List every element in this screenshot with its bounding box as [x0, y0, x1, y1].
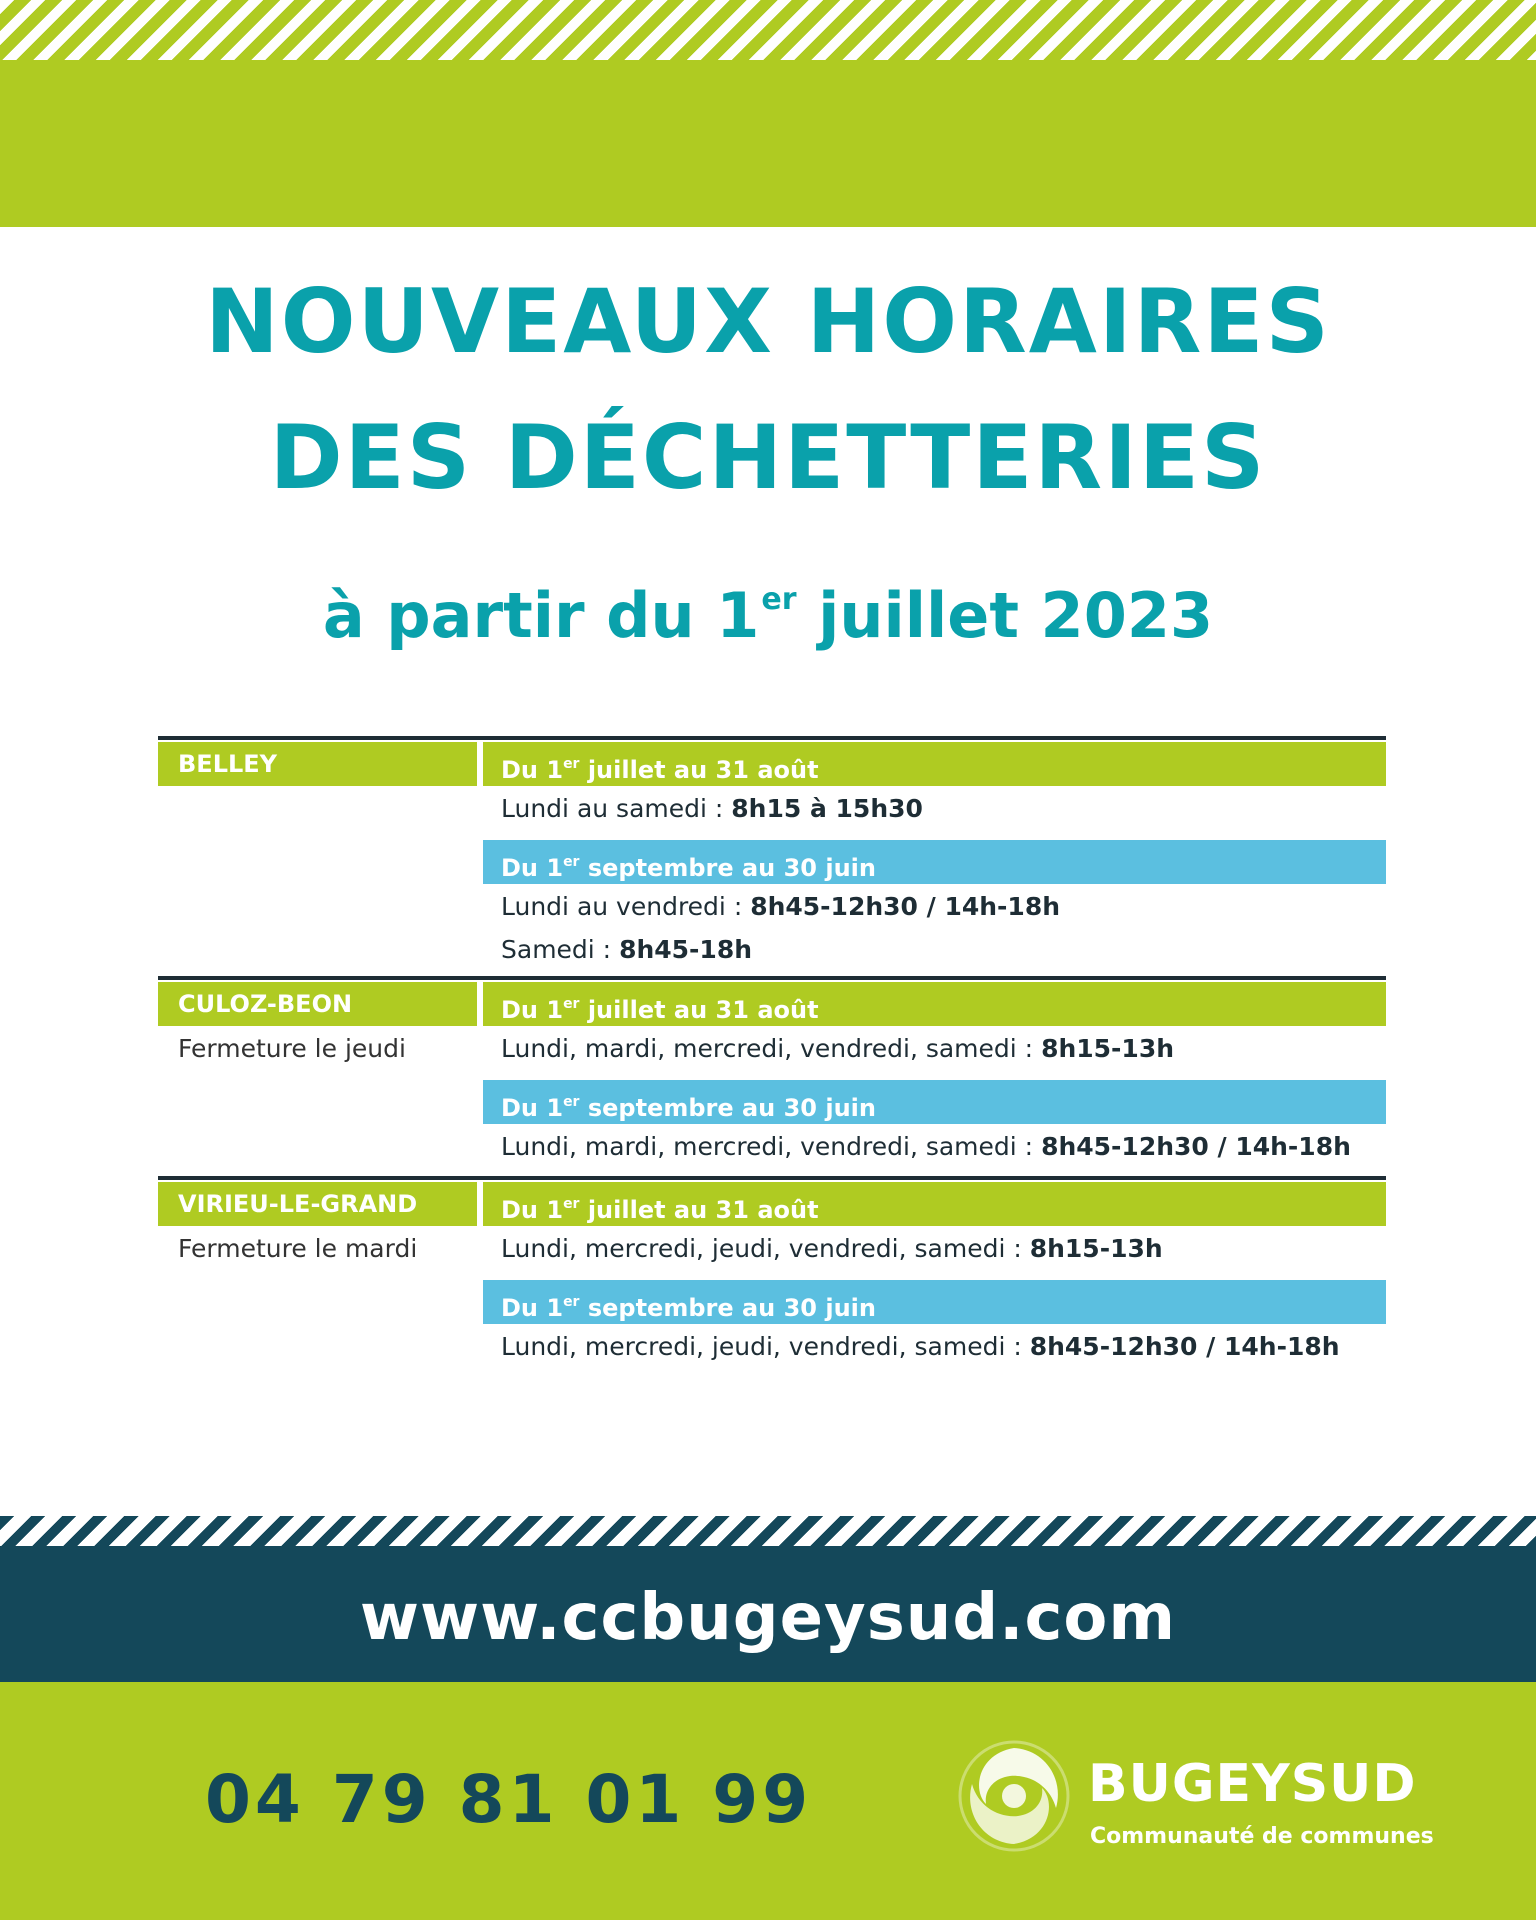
site-column — [158, 742, 483, 970]
swirl-logo-icon — [958, 1740, 1070, 1852]
period-prefix: Du 1 — [501, 996, 564, 1024]
hours-days: Lundi, mercredi, jeudi, vendredi, samedi : — [501, 1234, 1030, 1263]
hours-times: 8h45-12h30 / 14h-18h — [750, 892, 1061, 921]
site-column — [158, 1182, 483, 1370]
site-section-culoz-beon — [158, 976, 1386, 1170]
hours-row — [483, 1124, 1386, 1170]
hours-row — [483, 786, 1386, 832]
winter-period-header — [483, 840, 1386, 884]
period-prefix: Du 1 — [501, 1094, 564, 1122]
hours-row — [483, 884, 1386, 930]
period-prefix: Du 1 — [501, 756, 564, 784]
hours-row — [483, 1226, 1386, 1272]
top-hazard-stripes — [0, 0, 1536, 60]
brand-name: BUGEYSUD — [1088, 1754, 1417, 1814]
period-sup: er — [563, 1294, 580, 1310]
period-sup: er — [563, 1094, 580, 1110]
site-section-belley — [158, 736, 1386, 970]
period-suffix: septembre au 30 juin — [579, 854, 876, 882]
subtitle-suffix: juillet 2023 — [796, 579, 1214, 652]
period-sup: er — [563, 1196, 580, 1212]
period-suffix: septembre au 30 juin — [579, 1294, 876, 1322]
subtitle-prefix: à partir du 1 — [322, 579, 760, 652]
hours-days: Lundi, mardi, mercredi, vendredi, samedi : — [501, 1034, 1042, 1063]
hours-days: Lundi, mardi, mercredi, vendredi, samedi : — [501, 1132, 1042, 1161]
winter-period-header — [483, 1080, 1386, 1124]
winter-period-header — [483, 1280, 1386, 1324]
hours-days: Lundi au samedi : — [501, 794, 732, 823]
site-name: CULOZ-BEON — [158, 982, 477, 1026]
hours-times: 8h15-13h — [1041, 1034, 1175, 1063]
brand-subtitle: Communauté de communes — [1090, 1824, 1434, 1849]
period-prefix: Du 1 — [501, 1196, 564, 1224]
summer-period-header — [483, 1182, 1386, 1226]
title-line-1: NOUVEAUX HORAIRES — [205, 270, 1331, 373]
schedule-table — [158, 736, 1386, 1376]
period-sup: er — [563, 854, 580, 870]
hours-days: Lundi, mercredi, jeudi, vendredi, samedi : — [501, 1332, 1030, 1361]
summer-period-header — [483, 982, 1386, 1026]
summer-period-header — [483, 742, 1386, 786]
period-sup: er — [563, 756, 580, 772]
hours-times: 8h15-13h — [1029, 1234, 1163, 1263]
site-column — [158, 982, 483, 1170]
hours-column — [483, 742, 1386, 970]
hours-times: 8h45-12h30 / 14h-18h — [1029, 1332, 1340, 1361]
hours-times: 8h45-12h30 / 14h-18h — [1041, 1132, 1351, 1161]
hours-days: Lundi au vendredi : — [501, 892, 751, 921]
subtitle-sup: er — [761, 582, 797, 617]
hours-times: 8h15 à 15h30 — [731, 794, 923, 823]
subtitle-date — [0, 560, 1536, 656]
period-sup: er — [563, 996, 580, 1012]
period-suffix: juillet au 31 août — [579, 756, 819, 784]
hours-times: 8h45-18h — [619, 935, 753, 964]
period-suffix: juillet au 31 août — [579, 1196, 819, 1224]
hours-column — [483, 1182, 1386, 1370]
period-prefix: Du 1 — [501, 1294, 564, 1322]
closing-note: Fermeture le jeudi — [178, 1034, 406, 1063]
period-suffix: juillet au 31 août — [579, 996, 819, 1024]
hours-row — [483, 1324, 1386, 1370]
hours-row — [483, 1026, 1386, 1072]
phone-number[interactable]: 04 79 81 01 99 — [205, 1761, 813, 1838]
hours-row — [483, 930, 1386, 970]
period-prefix: Du 1 — [501, 854, 564, 882]
closing-note: Fermeture le mardi — [178, 1234, 418, 1263]
site-name: BELLEY — [158, 742, 477, 786]
title-line-2: DES DÉCHETTERIES — [269, 406, 1267, 509]
bottom-hazard-stripes — [0, 1516, 1536, 1546]
site-name: VIRIEU-LE-GRAND — [158, 1182, 477, 1226]
hours-column — [483, 982, 1386, 1170]
hours-days: Samedi : — [501, 935, 620, 964]
site-section-virieu-le-grand — [158, 1176, 1386, 1370]
period-suffix: septembre au 30 juin — [579, 1094, 876, 1122]
website-link[interactable]: www.ccbugeysud.com — [359, 1581, 1177, 1655]
